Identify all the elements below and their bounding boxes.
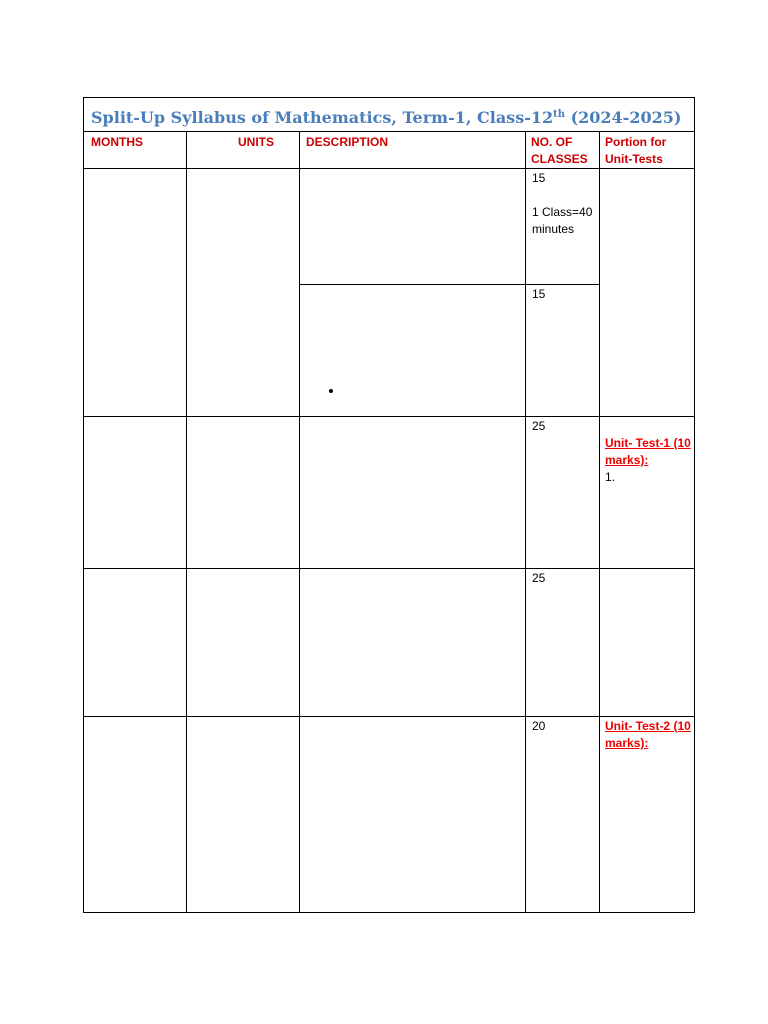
unit-test-1-portion <box>605 435 691 486</box>
header-units: UNITS <box>238 135 274 149</box>
col-divider-3 <box>525 132 526 913</box>
unit-test-1-title: Unit- Test-1 (10 marks): <box>605 436 691 467</box>
bullet-point <box>329 389 333 393</box>
row-4-divider <box>84 716 694 717</box>
title-year: (2024-2025) <box>565 108 682 127</box>
title-main: Split-Up Syllabus of Mathematics, Term-1, Class-12 <box>91 108 554 127</box>
row-2-divider <box>84 416 694 417</box>
header-portion: Portion for Unit-Tests <box>605 135 667 166</box>
row-1-note: 1 Class=40 minutes <box>532 205 593 236</box>
row-3-divider <box>84 568 694 569</box>
row-1-divider <box>299 284 600 285</box>
header-no-of-classes: NO. OF CLASSES <box>531 135 588 166</box>
row-5-classes: 20 <box>532 719 546 733</box>
col-divider-1 <box>186 132 187 913</box>
header-row-divider <box>84 168 694 169</box>
row-1-classes: 15 <box>532 171 546 185</box>
syllabus-table <box>83 97 695 913</box>
header-months: MONTHS <box>91 135 143 149</box>
unit-test-1-item: 1. <box>605 470 616 484</box>
col-divider-2 <box>299 132 300 913</box>
header-description: DESCRIPTION <box>306 135 389 149</box>
page-title <box>84 98 694 132</box>
row-4-classes: 25 <box>532 571 546 585</box>
unit-test-2-portion <box>605 718 691 752</box>
title-superscript: th <box>553 109 565 120</box>
col-divider-4 <box>599 132 600 913</box>
row-2-classes: 15 <box>532 287 546 301</box>
row-3-classes: 25 <box>532 419 546 433</box>
unit-test-2-title: Unit- Test-2 (10 marks): <box>605 719 691 750</box>
